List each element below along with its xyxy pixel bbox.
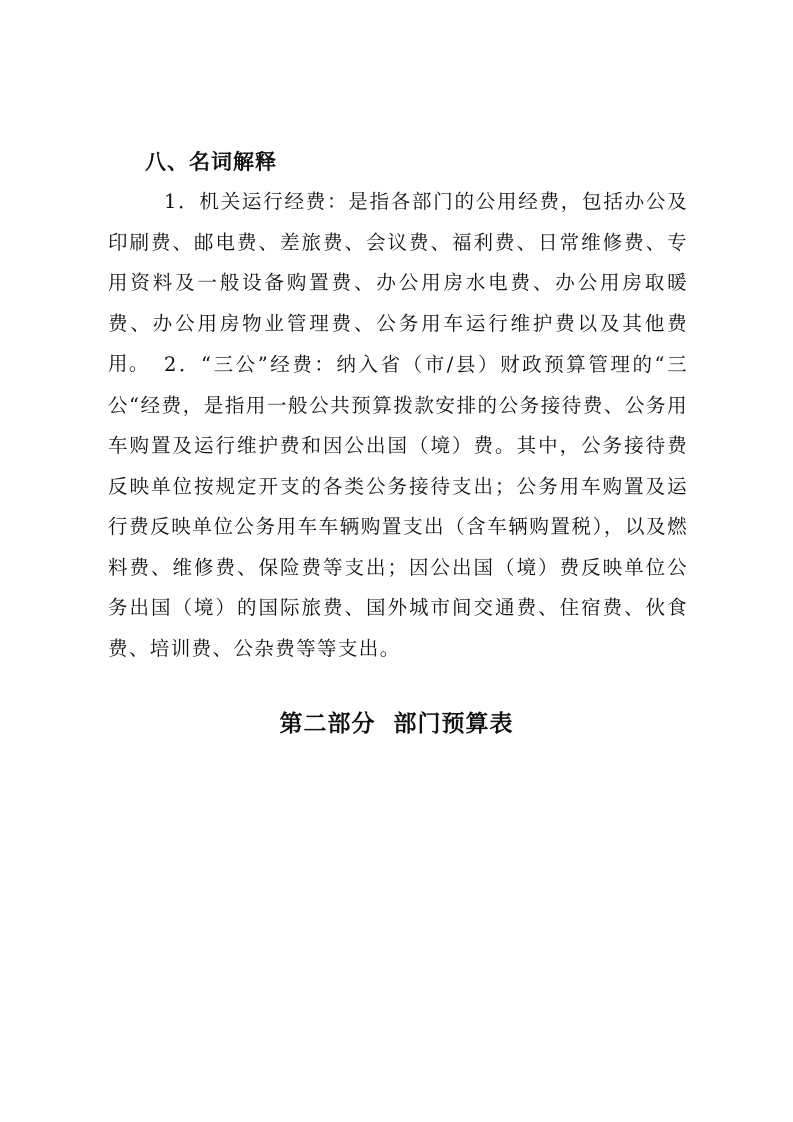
part-title: 第二部分 部门预算表	[279, 711, 514, 737]
definition-paragraph-operating-expenses: 1．机关运行经费：是指各部门的公用经费，包括办公及印刷费、邮电费、差旅费、会议费、福利费、日常维修费、专用资料及一般设备购置费、办公用房水电费、办公用房取暖费、办公用房物业管理费、公务用车运行维护费以及其他费用。	[108, 190, 688, 375]
definition-paragraph-three-public-expenses: 2．“三公”经费：纳入省（市/县）财政预算管理的“三公“经费，是指用一般公共预算拨款安排的公务接待费、公务用车购置及运行维护费和因公出国（境）费。其中，公务接待费反映单位按规定开支的各类公务接待支出；公务用车购置及运行费反映单位公务用车车辆购置支出（含车辆购置税），以及燃料费、维修费、保险费等支出；因公出国（境）费反映单位公务出国（境）的国际旅费、国外城市间交通费、住宿费、伙食费、培训费、公杂费等等支出。	[108, 353, 688, 660]
section-heading: 八、名词解释	[145, 150, 277, 174]
